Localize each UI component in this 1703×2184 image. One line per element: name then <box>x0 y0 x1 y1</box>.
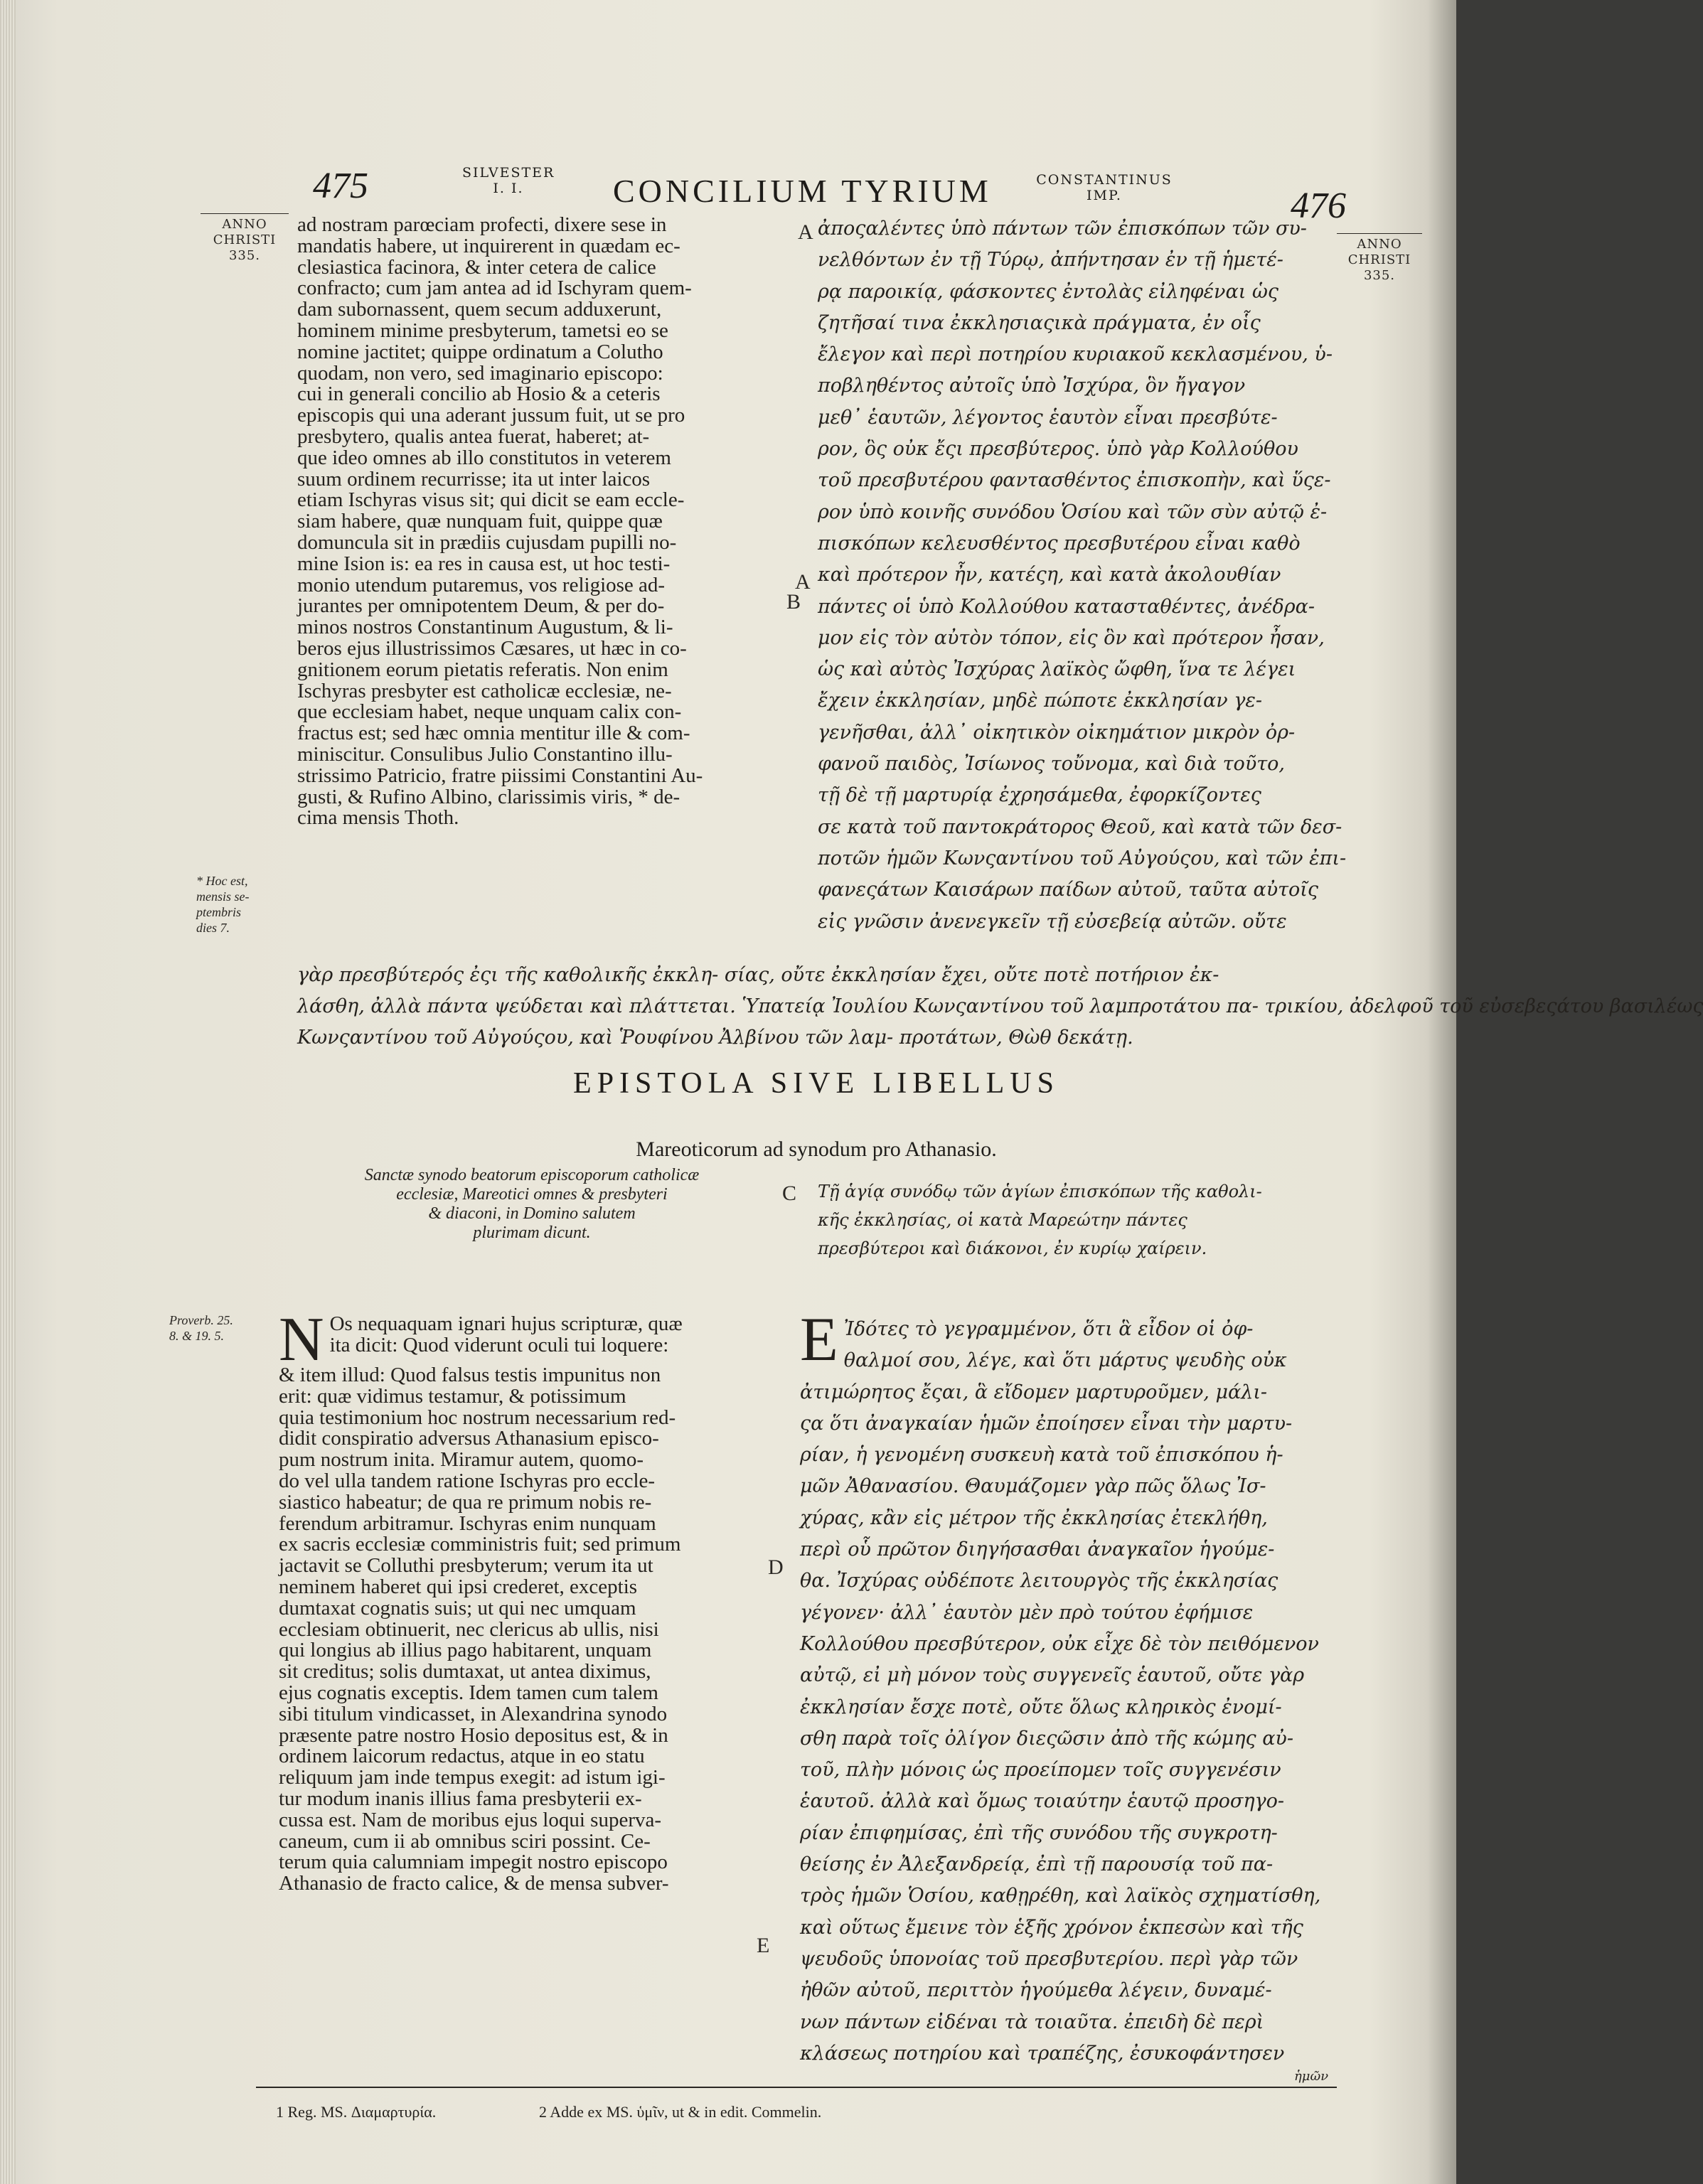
side-note-line: * Hoc est, <box>196 874 248 888</box>
text-line: ὡς καὶ αὐτὸς Ἰσχύρας λαϊκὸς ὤφθη, ἵνα τε λέγει <box>818 658 1296 681</box>
anno-line: CHRISTI <box>1347 252 1411 267</box>
text-line: ejus cognatis exceptis. Idem tamen cum talem <box>279 1681 658 1704</box>
text-line: πάντες οἱ ὑπὸ Κολλούθου κατασταθέντες, ἀνέδρα- <box>818 595 1315 618</box>
anno-line: ANNO <box>1357 237 1402 252</box>
text-line: do vel ulla tandem ratione Ischyras pro eccle- <box>279 1469 656 1492</box>
header-right-name <box>1015 172 1193 203</box>
text-line: τοῦ πρεσβυτέρου φαντασθέντος ἐπισκοπὴν, καὶ ὕςε- <box>818 469 1331 492</box>
text-line: Ἰδότες τὸ γεγραμμένον, ὅτι ἃ εἶδον οἱ ὀφ- <box>843 1318 1254 1340</box>
greek-column-bottom <box>800 1305 1326 2070</box>
text-line: θαλμοί σου, λέγε, καὶ ὅτι μάρτυς ψευδὴς οὐκ <box>843 1349 1287 1372</box>
text-line: ρᾳ παροικίᾳ, φάσκοντες ἐντολὰς εἰληφέναι ὡς <box>818 280 1278 303</box>
section-letter-a: A <box>798 220 813 244</box>
text-line: pum nostrum inita. Miramur autem, quomo- <box>279 1448 644 1472</box>
text-line: φανοῦ παιδὸς, Ἰσίωνος τοὔνομα, καὶ διὰ τοῦτο, <box>818 753 1286 776</box>
greek-column-top <box>818 213 1347 938</box>
drop-cap: N <box>279 1305 324 1374</box>
text-line: ferendum arbitramur. Ischyras enim nunquam <box>279 1511 656 1535</box>
side-note-line: Proverb. 25. <box>169 1313 233 1327</box>
catchword: ἡμῶν <box>1294 2069 1329 2084</box>
salutation-greek <box>818 1177 1330 1263</box>
page-fore-edge <box>0 0 16 2184</box>
text-line: clesiastica facinora, & inter cetera de calice <box>297 255 656 279</box>
text-line: suum ordinem recurrisse; ita ut inter laicos <box>297 467 651 491</box>
side-note-line: ptembris <box>196 905 241 919</box>
text-line: ordinem laicorum redactus, atque in eo statu <box>279 1745 645 1768</box>
text-line: siam habere, quæ nunquam fuit, quippe quæ <box>297 510 663 533</box>
text-line: & diaconi, in Domino salutem <box>428 1204 636 1223</box>
text-line: τοῦ, πλὴν μόνοις ὡς προείπομεν τοῖς συγγενέσιν <box>800 1759 1281 1782</box>
text-line: dumtaxat cognatis suis; ut qui nec umquam <box>279 1596 636 1620</box>
text-line: erit: quæ vidimus testamur, & potissimum <box>279 1384 626 1408</box>
text-line: σθη παρὰ τοῖς ὀλίγον διεςῶσιν ἀπὸ τῆς κώμης αὐ- <box>800 1727 1293 1750</box>
side-note-line: mensis se- <box>196 889 250 904</box>
text-line: strissimo Patricio, fratre piissimi Constantini Au- <box>297 764 703 787</box>
text-line: ecclesiam obtinuerit, nec clericus ab ullis, nisi <box>279 1617 659 1641</box>
anno-line: CHRISTI <box>213 232 277 247</box>
text-line: que ideo omnes ab illo constitutos in veterem <box>297 446 671 469</box>
text-line: nomine jactitet; quippe ordinatum a Colutho <box>297 340 663 363</box>
header-right-name-line: CONSTANTINUS <box>1036 172 1173 188</box>
text-line: χύρας, κἂν εἰς μέτρον τῆς ἐκκλησίας ἐτεκλήθη, <box>800 1506 1268 1529</box>
text-line: etiam Ischyras visus sit; qui dicit se eam eccle- <box>297 488 685 512</box>
text-line: hominem minime presbyterum, tametsi eo se <box>297 318 668 342</box>
text-line: κῆς ἐκκλησίας, οἱ κατὰ Μαρεώτην πάντες <box>818 1210 1187 1230</box>
text-line: siastico habeatur; de qua re primum nobis re- <box>279 1490 652 1514</box>
side-note-line: dies 7. <box>196 921 230 935</box>
salutation-latin <box>297 1166 767 1243</box>
text-line: plurimam dicunt. <box>473 1224 591 1242</box>
text-line: beros ejus illustrissimos Cæsares, ut hæc in co- <box>297 636 687 660</box>
text-line: domuncula sit in prædiis cujusdam pupilli no- <box>297 530 677 554</box>
header-left-name <box>462 165 555 196</box>
text-line: φανεςάτων Καισάρων παίδων αὐτοῦ, ταῦτα αὐτοῖς <box>818 879 1319 901</box>
text-line: miniscitur. Consulibus Julio Constantino illu- <box>297 742 673 766</box>
text-line: αὐτῷ, εἰ μὴ μόνον τοὺς συγγενεῖς ἑαυτοῦ, οὔτε γὰρ <box>800 1664 1305 1687</box>
text-line: νων πάντων εἰδέναι τὰ τοιαῦτα. ἐπειδὴ δὲ περὶ <box>800 2011 1264 2033</box>
text-line: Ischyras presbyter est catholicæ ecclesiæ, ne- <box>297 679 672 702</box>
text-line: ποβληθέντος αὐτοῖς ὑπὸ Ἰσχύρα, ὃν ἤγαγον <box>818 375 1246 397</box>
text-line: fractus est; sed hæc omnia mentitur ille & com- <box>297 722 690 745</box>
text-line: γὰρ πρεσβύτερός ἐςι τῆς καθολικῆς ἐκκλη- σίας, οὔτε ἐκκλησίαν ἔχει, οὔτε ποτὲ ποτήριον ἐκ- <box>297 964 1219 986</box>
text-line: ἐκκλησίαν ἔσχε ποτὲ, οὔτε ὅλως κληρικὸς ἐνομί- <box>800 1696 1282 1718</box>
text-line: terum quia calumniam impegit nostro episcopo <box>279 1851 668 1874</box>
text-line: ita dicit: Quod viderunt oculi tui loquere: <box>329 1333 669 1356</box>
text-line: θείσης ἐν Ἀλεξανδρείᾳ, ἐπὶ τῇ παρουσίᾳ τοῦ πα- <box>800 1853 1274 1876</box>
text-line: ψευδοῦς ὑπονοίας τοῦ πρεσβυτερίου. περὶ γὰρ τῶν <box>800 1947 1298 1970</box>
side-note-proverb <box>169 1312 269 1344</box>
text-line: gusti, & Rufino Albino, clarissimis viris, * de- <box>297 785 680 808</box>
text-line: ρον ὑπὸ κοινῆς συνόδου Ὁσίου καὶ τῶν σὺν αὐτῷ ἐ- <box>818 500 1328 523</box>
footnote-rule <box>256 2087 1337 2088</box>
left-page-number: 475 <box>313 166 368 206</box>
text-line: ςα ὅτι ἀναγκαίαν ἡμῶν ἐποίησεν εἶναι τὴν μαρτυ- <box>800 1412 1293 1435</box>
text-line: πρεσβύτεροι καὶ διάκονοι, ἐν κυρίῳ χαίρειν. <box>818 1238 1207 1258</box>
greek-full-width <box>297 960 1703 1054</box>
text-line: reliquum jam inde tempus exegit: ad istum igi- <box>279 1766 666 1789</box>
anno-note-right <box>1337 233 1422 284</box>
text-line: confracto; cum jam antea ad id Ischyram quem- <box>297 277 692 300</box>
text-line: didit conspiratio adversus Athanasium episco- <box>279 1427 659 1450</box>
drop-cap: Ε <box>800 1305 838 1374</box>
text-line: Os nequaquam ignari hujus scripturæ, quæ <box>329 1312 683 1335</box>
text-line: qui longius ab illius pago habitarent, unquam <box>279 1639 652 1662</box>
text-line: μεθ᾽ ἑαυτῶν, λέγοντος ἑαυτὸν εἶναι πρεσβύτε- <box>818 406 1278 429</box>
text-line: sit creditus; solis dumtaxat, ut antea diximus, <box>279 1660 651 1684</box>
text-line: ἔλεγον καὶ περὶ ποτηρίου κυριακοῦ κεκλασμένου, ὑ- <box>818 343 1333 366</box>
text-line: μον εἰς τὸν αὐτὸν τόπον, εἰς ὃν καὶ πρότερον ἦσαν, <box>818 626 1325 649</box>
epistola-subtitle: Mareoticorum ad synodum pro Athanasio. <box>636 1138 997 1161</box>
section-letter-c: C <box>782 1182 797 1205</box>
text-line: νελθόντων ἐν τῇ Τύρῳ, ἀπήντησαν ἐν τῇ ἡμετέ- <box>818 249 1283 272</box>
text-line: ἔχειν ἐκκλησίαν, μηδὲ πώποτε ἐκκλησίαν γε- <box>818 690 1262 712</box>
text-line: πισκόπων κελευσθέντος πρεσβυτέρου εἶναι καθὸ <box>818 532 1301 555</box>
text-line: ἀποςαλέντες ὑπὸ πάντων τῶν ἐπισκόπων τῶν συ- <box>818 218 1307 240</box>
text-line: quia testimonium hoc nostrum necessarium red- <box>279 1406 676 1429</box>
text-line: ecclesiæ, Mareotici omnes & presbyteri <box>396 1185 668 1204</box>
text-line: presbytero, qualis antea fuerat, haberet; at- <box>297 424 650 448</box>
text-line: ἀτιμώρητος ἔςαι, ἃ εἴδομεν μαρτυροῦμεν, μάλι- <box>800 1381 1268 1403</box>
text-line: ἑαυτοῦ. ἀλλὰ καὶ ὅμως τοιαύτην ἑαυτῷ προσηγο- <box>800 1790 1285 1813</box>
text-line: cui in generali concilio ab Hosio & a ceteris <box>297 382 661 406</box>
latin-column-top <box>297 215 795 829</box>
text-line: λάσθη, ἀλλὰ πάντα ψεύδεται καὶ πλάττεται. Ὑπατείᾳ Ἰουλίου Κωνςαντίνου τοῦ λαμπροτάτου πα- τρικίου, ἀδελφοῦ τοῦ εὐσεβεςάτου βασιλέως <box>297 995 1703 1017</box>
footnote-1: 1 Reg. MS. Διαμαρτυρία. <box>276 2103 437 2121</box>
text-line: Sanctæ synodo beatorum episcoporum catholicæ <box>364 1166 700 1184</box>
text-line: Κωνςαντίνου τοῦ Αὐγούςου, καὶ Ῥουφίνου Ἀλβίνου τῶν λαμ- προτάτων, Θὼθ δεκάτῃ. <box>297 1027 1133 1049</box>
text-line: εἰς γνῶσιν ἀνενεγκεῖν τῇ εὐσεβείᾳ αὐτῶν. οὔτε <box>818 910 1287 933</box>
text-line: ex sacris ecclesiæ comministris fuit; sed primum <box>279 1533 681 1556</box>
text-line: episcopis qui una aderant jussum fuit, ut se pro <box>297 404 685 427</box>
text-line: καὶ οὕτως ἔμεινε τὸν ἑξῆς χρόνον ἐκπεσὼν καὶ τῆς <box>800 1916 1303 1939</box>
text-line: monio utendum putaremus, vos religiose ad- <box>297 573 666 596</box>
right-page-number: 476 <box>1291 186 1346 226</box>
side-note-thoth <box>196 873 282 936</box>
text-line: κλάσεως ποτηρίου καὶ τραπέζης, ἐσυκοφάντησεν <box>800 2042 1285 2065</box>
text-line: mine Ision is: ea res in causa est, ut hoc testi- <box>297 552 671 575</box>
header-left-name-line: I. I. <box>493 181 524 196</box>
text-line: sibi titulum vindicasset, in Alexandrina synodo <box>279 1702 668 1725</box>
section-letter-a: A <box>795 570 811 594</box>
text-line: ἠθῶν αὐτοῦ, περιττὸν ἡγούμεθα λέγειν, δυναμέ- <box>800 1979 1272 2002</box>
text-line: que ecclesiam habet, neque unquam calix con- <box>297 700 682 724</box>
text-line: τρὸς ἡμῶν Ὁσίου, καθῃρέθη, καὶ λαϊκὸς σχηματίσθη, <box>800 1885 1321 1907</box>
text-line: ρίαν ἐπιφημίσας, ἐπὶ τῆς συνόδου τῆς συγκροτη- <box>800 1821 1278 1844</box>
header-right-name-line: IMP. <box>1087 188 1122 203</box>
text-line: γέγονεν· ἀλλ᾽ ἑαυτὸν μὲν πρὸ τούτου ἐφήμισε <box>800 1601 1254 1624</box>
text-line: caneum, cum ii ab omnibus sciri possint. Ce- <box>279 1829 651 1853</box>
side-note-line: 8. & 19. 5. <box>169 1329 225 1343</box>
latin-column-bottom <box>279 1305 769 1895</box>
text-line: Κολλούθου πρεσβύτερον, οὐκ εἶχε δὲ τὸν πειθόμενον <box>800 1632 1319 1655</box>
section-letter-e: E <box>757 1934 770 1957</box>
text-line: Athanasio de fracto calice, & de mensa subver- <box>279 1872 669 1895</box>
text-line: καὶ πρότερον ἦν, κατέςη, καὶ κατὰ ἀκολουθίαν <box>818 564 1281 587</box>
text-line: σε κατὰ τοῦ παντοκράτορος Θεοῦ, καὶ κατὰ τῶν δεσ- <box>818 815 1342 838</box>
text-line: & item illud: Quod falsus testis impunitus non <box>279 1364 661 1386</box>
text-line: Τῇ ἁγίᾳ συνόδῳ τῶν ἁγίων ἐπισκόπων τῆς καθολι- <box>818 1182 1262 1201</box>
running-title: CONCILIUM TYRIUM <box>613 173 992 209</box>
text-line: tur modum inanis illius fama presbyterii ex- <box>279 1787 642 1810</box>
section-letter-d: D <box>768 1556 784 1579</box>
footnote-2: 2 Adde ex MS. ὑμῖν, ut & in edit. Commelin. <box>539 2103 822 2121</box>
anno-line: 335. <box>228 248 261 263</box>
text-line: ρίαν, ἡ γενομένη συσκευὴ κατὰ τοῦ ἐπισκόπου ἡ- <box>800 1444 1283 1467</box>
text-line: μῶν Ἀθανασίου. Θαυμάζομεν γὰρ πῶς ὅλως Ἰσ- <box>800 1475 1266 1498</box>
text-line: præsente patre nostro Hosio depositus est, & in <box>279 1723 668 1747</box>
text-line: γενῆσθαι, ἀλλ᾽ οἰκητικὸν οἰκημάτιον μικρὸν ὀρ- <box>818 721 1296 744</box>
text-line: ζητῆσαί τινα ἐκκλησιαςικὰ πράγματα, ἐν οἷς <box>818 311 1261 334</box>
text-line: mandatis habere, ut inquirerent in quædam ec- <box>297 234 680 257</box>
text-line: περὶ οὗ πρῶτον διηγήσασθαι ἀναγκαῖον ἡγούμε- <box>800 1538 1275 1561</box>
text-line: jactavit se Colluthi presbyterum; verum ita ut <box>279 1554 653 1578</box>
text-line: cima mensis Thoth. <box>297 806 459 830</box>
anno-line: ANNO <box>222 217 267 232</box>
text-line: ποτῶν ἡμῶν Κωνςαντίνου τοῦ Αὐγούςου, καὶ τῶν ἐπι- <box>818 847 1347 869</box>
text-line: jurantes per omnipotentem Deum, & per do- <box>297 594 665 618</box>
text-line: ad nostram parœciam profecti, dixere sese in <box>297 213 667 236</box>
anno-line: 335. <box>1363 268 1396 283</box>
text-line: dam subornassent, quem secum adduxerunt, <box>297 298 662 321</box>
text-line: ρον, ὃς οὐκ ἔςι πρεσβύτερος. ὑπὸ γὰρ Κολλούθου <box>818 438 1298 461</box>
text-line: quodam, non vero, sed imaginario episcopo: <box>297 361 663 385</box>
text-line: neminem haberet qui ipsi crederet, exceptis <box>279 1575 638 1598</box>
section-letter-b: B <box>786 590 801 614</box>
epistola-title: EPISTOLA SIVE LIBELLUS <box>573 1067 1059 1100</box>
text-line: cussa est. Nam de moribus ejus loqui superva- <box>279 1808 662 1831</box>
text-line: θα. Ἰσχύρας οὐδέποτε λειτουργὸς τῆς ἐκκλησίας <box>800 1570 1278 1592</box>
header-left-name-line: SILVESTER <box>462 165 555 181</box>
text-line: minos nostros Constantinum Augustum, & li- <box>297 616 673 639</box>
text-line: τῇ δὲ τῇ μαρτυρίᾳ ἐχρησάμεθα, ἐφορκίζοντες <box>818 784 1261 807</box>
anno-note-left <box>201 213 289 264</box>
text-line: gnitionem eorum pietatis referatis. Non enim <box>297 658 668 681</box>
